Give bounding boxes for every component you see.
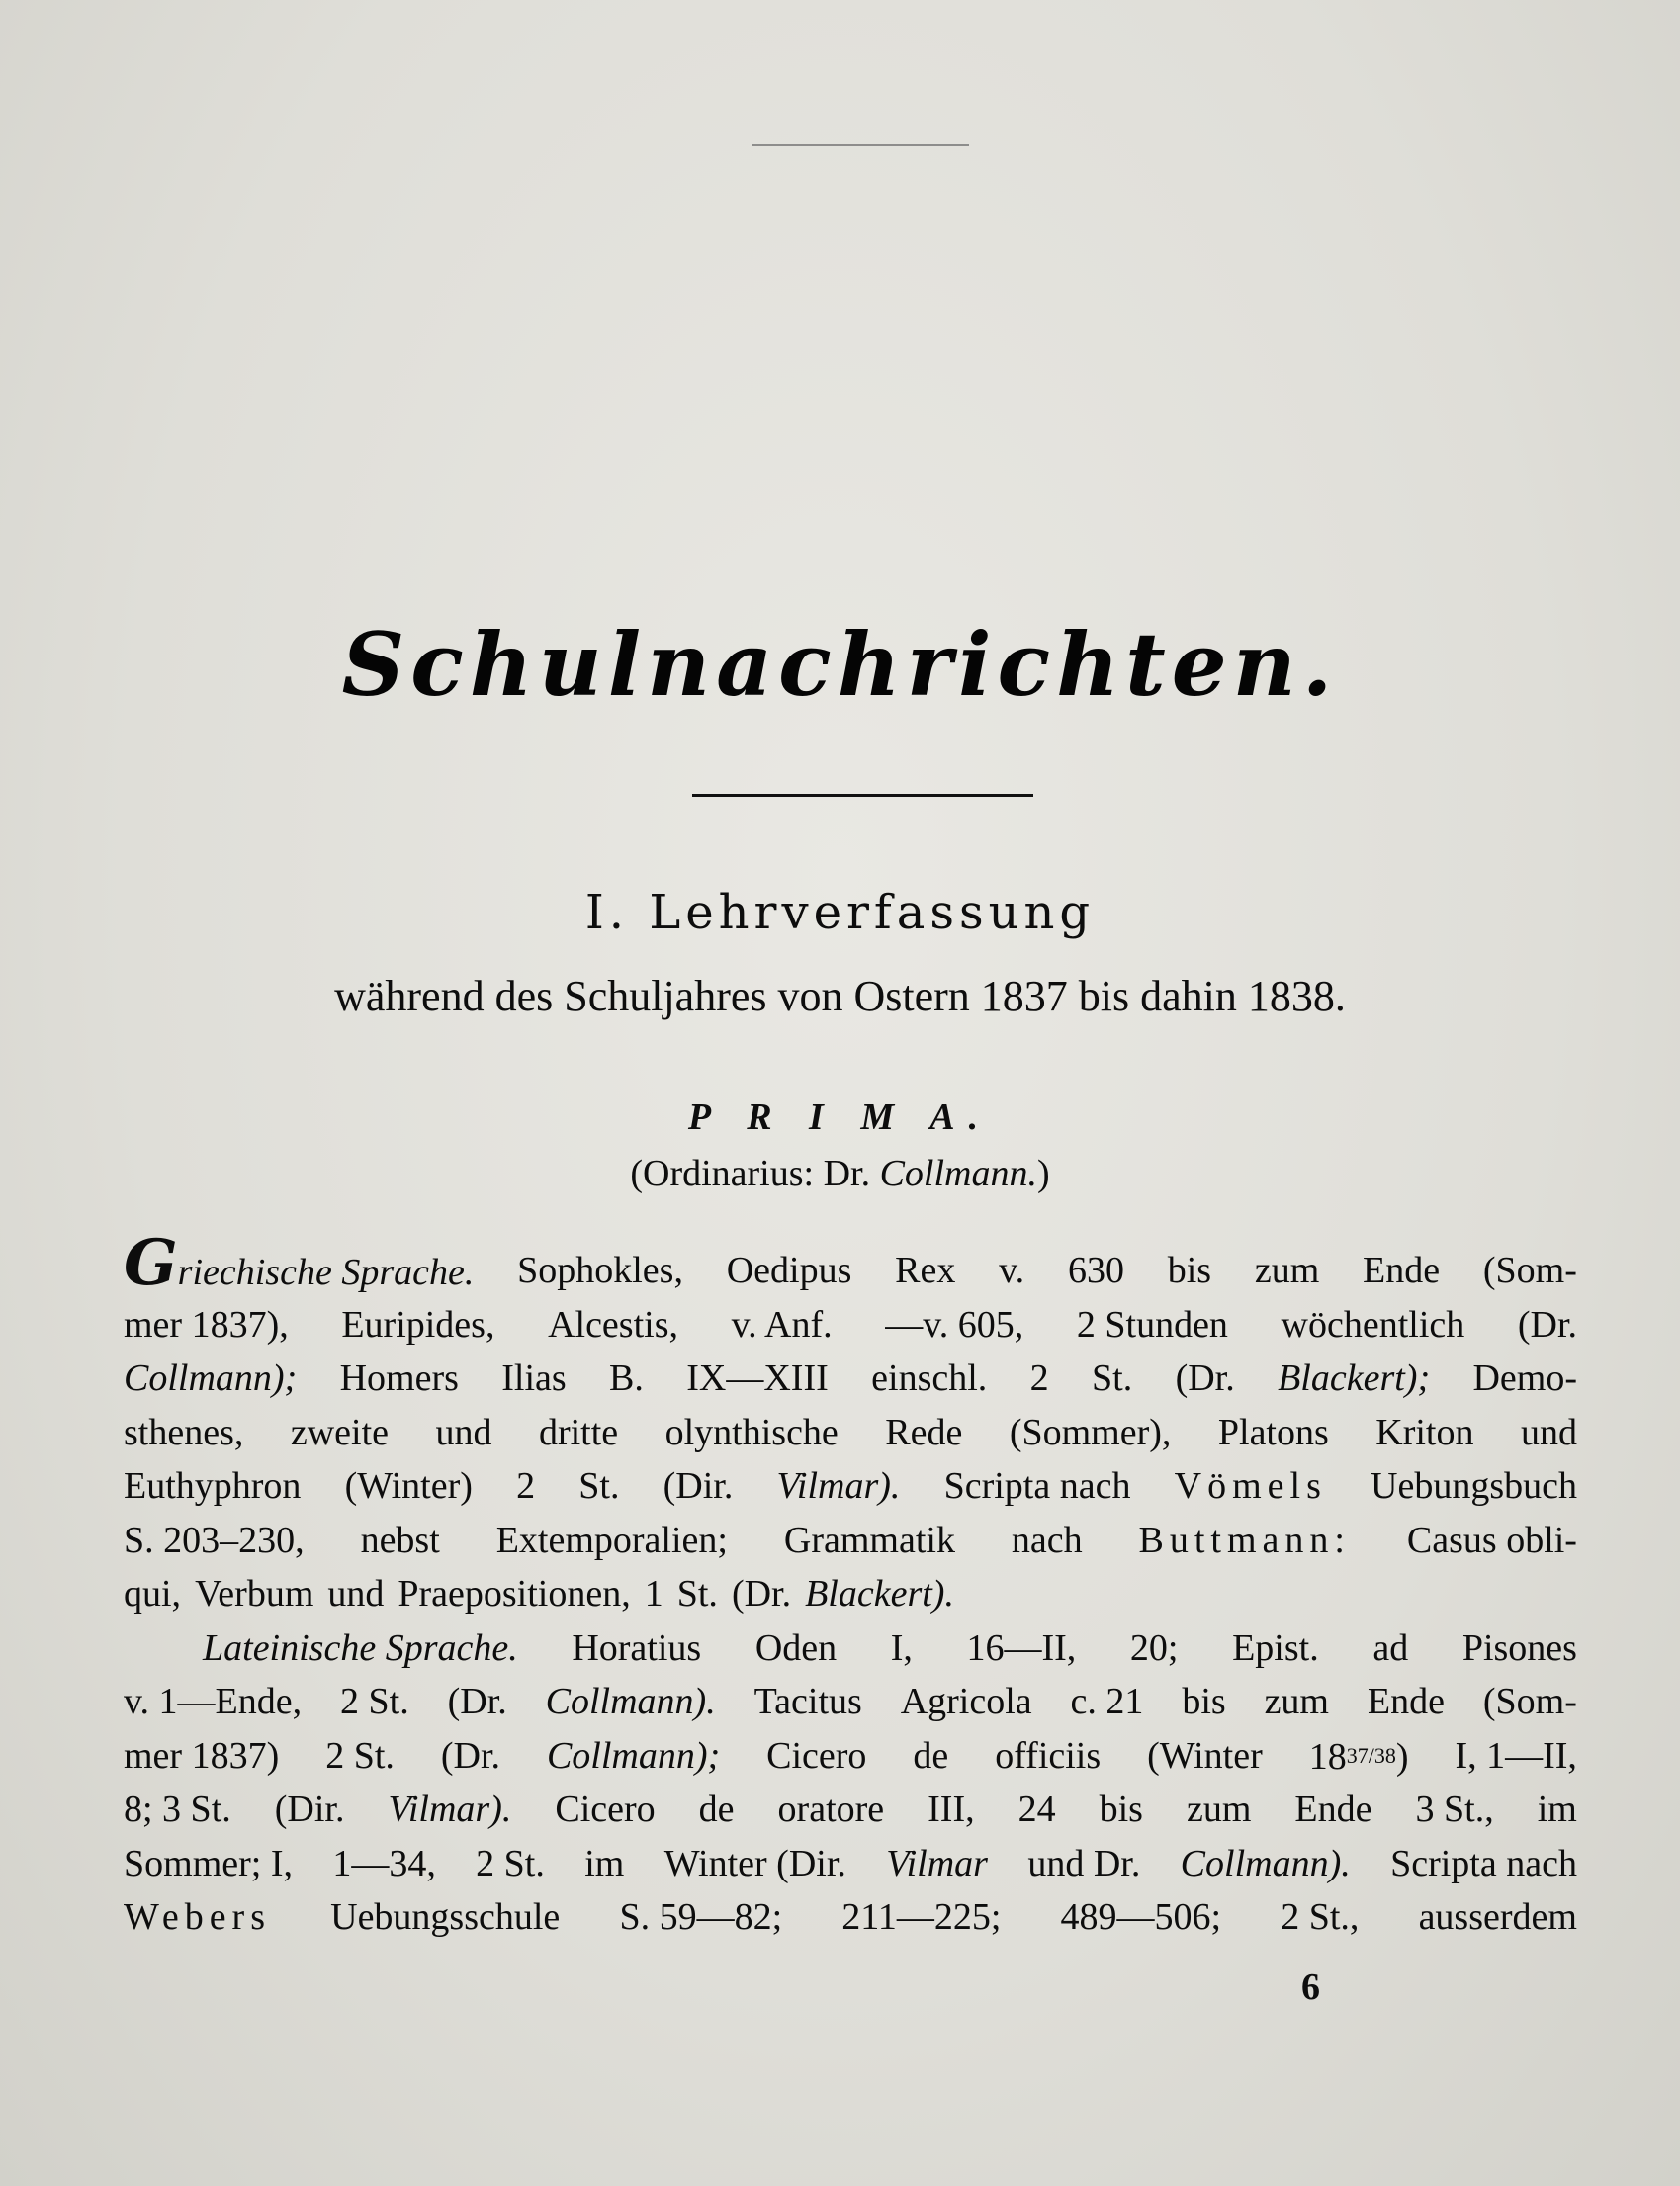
text-line: v. 1—Ende, 2 St. (Dr. Collmann). Tacitus Agricola c. 21 bis zum Ende (Som- [124, 1681, 1577, 1722]
text-line: Webers Uebungsschule S. 59—82; 211—225; 489—506; 2 St., ausserdem [124, 1896, 1577, 1938]
subject-label: Griechische Sprache. [124, 1226, 475, 1300]
body-text [124, 1226, 1577, 1945]
text-line: 8; 3 St. (Dir. Vilmar). Cicero de oratore III, 24 bis zum Ende 3 St., im [124, 1789, 1577, 1830]
text-line: Griechische Sprache. Sophokles, Oedipus Rex v. 630 bis zum Ende (Som- [124, 1226, 1577, 1300]
drop-initial: G [124, 1226, 178, 1300]
text-line: sthenes, zweite und dritte olynthische Rede (Sommer), Platons Kriton und [124, 1411, 1577, 1453]
text-line: Collmann); Homers Ilias B. IX—XIII einschl. 2 St. (Dr. Blackert); Demo- [124, 1357, 1577, 1399]
ordinarius-line [0, 1152, 1680, 1195]
text-line: S. 203–230, nebst Extemporalien; Grammatik nach Buttmann: Casus obli- [124, 1519, 1577, 1561]
text-line: mer 1837), Euripides, Alcestis, v. Anf. —v. 605, 2 Stunden wöchentlich (Dr. [124, 1303, 1577, 1346]
text-line: qui, Verbum und Praepositionen, 1 St. (Dr. Blackert). [124, 1573, 954, 1615]
text-line: mer 1837) 2 St. (Dr. Collmann); Cicero de officiis (Winter 1837/38) I, 1—II, [124, 1729, 1577, 1784]
class-name: P R I M A. [687, 1096, 993, 1138]
bleed-through-texture [138, 188, 1602, 251]
text-line: Sommer; I, 1—34, 2 St. im Winter (Dir. Vilmar und Dr. Collmann). Scripta nach [124, 1842, 1577, 1884]
ordinarius-suffix: ) [1036, 1153, 1050, 1194]
page-number: 6 [1301, 1967, 1320, 2008]
section-subheading: während des Schuljahres von Ostern 1837 bis dahin 1838. [334, 972, 1346, 1020]
section-heading: I. Lehrverfassung [584, 885, 1096, 940]
text-line: Lateinische Sprache. Horatius Oden I, 16—II, 20; Epist. ad Pisones [124, 1621, 1577, 1676]
section-rule [692, 794, 1033, 797]
page-title: Schulnachrichten. [341, 613, 1339, 716]
text-line: Euthyphron (Winter) 2 St. (Dir. Vilmar). Scripta nach Vömels Uebungsbuch [124, 1465, 1577, 1507]
top-rule [752, 144, 969, 146]
ordinarius-prefix: (Ordinarius: Dr. [630, 1153, 880, 1194]
subject-label: Lateinische Sprache. [203, 1626, 518, 1669]
ordinarius-name: Collmann. [879, 1153, 1037, 1194]
winter-year: 1837/38) [1308, 1735, 1409, 1778]
